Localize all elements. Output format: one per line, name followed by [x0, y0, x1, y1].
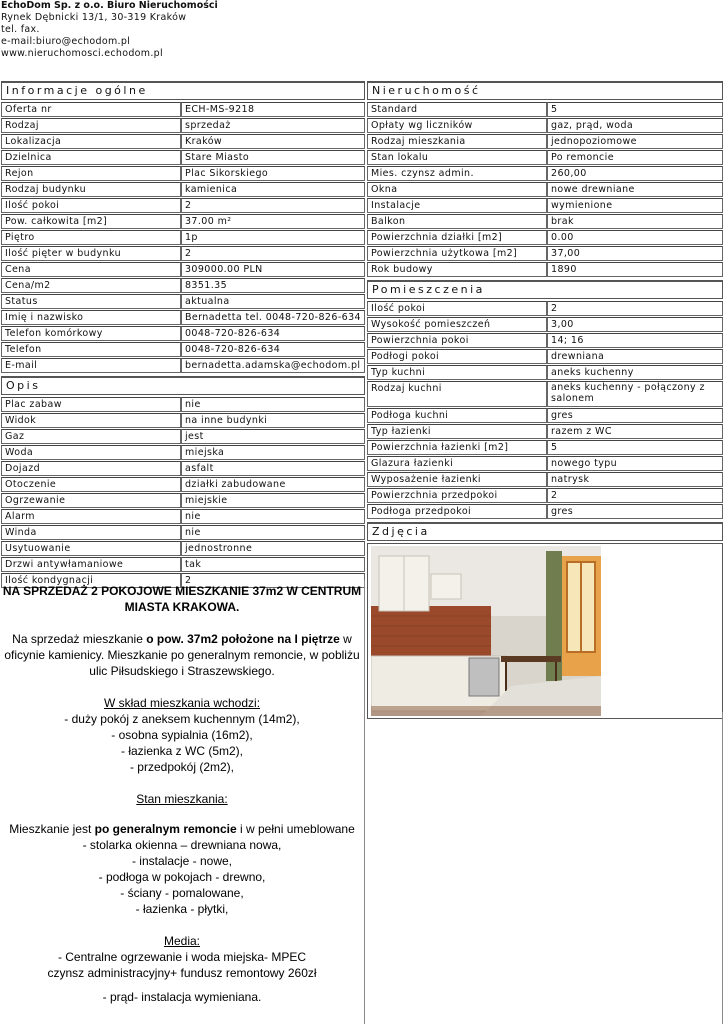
field-label: Woda — [1, 445, 181, 460]
field-value: kamienica — [181, 182, 365, 197]
field-value: Plac Sikorskiego — [181, 166, 365, 181]
field-label: Podłoga przedpokoi — [367, 504, 547, 519]
table-row — [1, 166, 365, 181]
list-item: - duży pokój z aneksem kuchennym (14m2), — [64, 712, 300, 726]
field-label: Imię i nazwisko — [1, 310, 181, 325]
field-label: Rodzaj kuchni — [367, 381, 547, 407]
list-item: - Centralne ogrzewanie i woda miejska- MPEC — [57, 950, 307, 964]
table-row — [367, 333, 723, 348]
list-item: - osobna sypialnia (16m2), — [111, 728, 253, 742]
field-label: Balkon — [367, 214, 547, 229]
table-row — [367, 230, 723, 245]
field-value: działki zabudowane — [181, 477, 365, 492]
field-value: miejska — [181, 445, 365, 460]
list-item: - łazienka z WC (5m2), — [120, 744, 244, 758]
field-value: brak — [547, 214, 723, 229]
field-label: Wyposażenie łazienki — [367, 472, 547, 487]
intro-paragraph: Na sprzedaż mieszkanie o pow. 37m2 położone na I piętrze w oficynie kamienicy. Mieszkanie po generalnym remoncie, w pobliżu ulic Piłsudskiego i Straszewskiego. — [4, 632, 360, 678]
table-row — [367, 504, 723, 519]
table-row — [1, 278, 365, 293]
field-label: Rodzaj budynku — [1, 182, 181, 197]
list-item: - stolarka okienna – drewniana nowa, — [82, 838, 282, 852]
field-label: Stan lokalu — [367, 150, 547, 165]
field-label: Powierzchnia użytkowa [m2] — [367, 246, 547, 261]
field-value: asfalt — [181, 461, 365, 476]
right-border-line — [722, 712, 723, 1024]
field-label: Instalacje — [367, 198, 547, 213]
field-value: aneks kuchenny — [547, 365, 723, 380]
field-value: jednopoziomowe — [547, 134, 723, 149]
field-label: Podłogi pokoi — [367, 349, 547, 364]
field-label: Rejon — [1, 166, 181, 181]
table-row — [367, 262, 723, 277]
table-row — [367, 365, 723, 380]
company-name: EchoDom Sp. z o.o. Biuro Nieruchomości — [1, 0, 218, 11]
section-title-nieruchomosc: Nieruchomość — [367, 81, 723, 100]
field-value: bernadetta.adamska@echodom.pl — [181, 358, 365, 373]
table-row — [367, 198, 723, 213]
field-label: Cena — [1, 262, 181, 277]
section-title-pomieszczenia: Pomieszczenia — [367, 280, 723, 299]
field-value: gaz, prąd, woda — [547, 118, 723, 133]
field-label: Usytuowanie — [1, 541, 181, 556]
media-list — [2, 949, 362, 981]
offer-description — [2, 583, 362, 1005]
table-row — [1, 230, 365, 245]
field-label: Typ kuchni — [367, 365, 547, 380]
field-label: Powierzchnia przedpokoi — [367, 488, 547, 503]
composition-title: W skład mieszkania wchodzi: — [103, 696, 261, 710]
field-label: Winda — [1, 525, 181, 540]
field-label: Gaz — [1, 429, 181, 444]
field-value: 14; 16 — [547, 333, 723, 348]
table-row — [367, 246, 723, 261]
field-value: aktualna — [181, 294, 365, 309]
condition-list — [2, 837, 362, 917]
field-value: 3,00 — [547, 317, 723, 332]
media-title: Media: — [163, 934, 201, 948]
field-value: sprzedaż — [181, 118, 365, 133]
field-value: 8351.35 — [181, 278, 365, 293]
photo-gallery — [367, 543, 723, 719]
field-value: na inne budynki — [181, 413, 365, 428]
list-item: - łazienka - płytki, — [135, 902, 229, 916]
table-row — [1, 413, 365, 428]
field-value: 0048-720-826-634 — [181, 342, 365, 357]
section-title-opis: Opis — [1, 376, 365, 395]
table-row — [1, 310, 365, 325]
agency-header — [1, 0, 218, 60]
field-label: Powierzchnia działki [m2] — [367, 230, 547, 245]
field-value: gres — [547, 408, 723, 423]
media-last-item: - prąd- instalacja wymieniana. — [102, 990, 262, 1004]
table-row — [1, 294, 365, 309]
table-row — [367, 456, 723, 471]
field-label: Telefon — [1, 342, 181, 357]
field-label: Ilość kondygnacji — [1, 573, 181, 588]
table-row — [1, 477, 365, 492]
table-row — [367, 301, 723, 316]
field-value: jednostronne — [181, 541, 365, 556]
table-row — [367, 182, 723, 197]
field-value: gres — [547, 504, 723, 519]
company-website: www.nieruchomosci.echodom.pl — [1, 48, 163, 59]
condition-title: Stan mieszkania: — [136, 792, 228, 806]
list-item: - instalacje - nowe, — [131, 854, 233, 868]
field-label: Status — [1, 294, 181, 309]
table-row — [1, 342, 365, 357]
condition-paragraph: Mieszkanie jest po generalnym remoncie i w pełni umeblowane — [9, 822, 355, 836]
field-label: Typ łazienki — [367, 424, 547, 439]
table-row — [1, 214, 365, 229]
field-value: Stare Miasto — [181, 150, 365, 165]
table-row — [367, 166, 723, 181]
list-item: - przedpokój (2m2), — [129, 760, 235, 774]
field-value: tak — [181, 557, 365, 572]
opis-table — [1, 396, 365, 589]
field-label: Podłoga kuchni — [367, 408, 547, 423]
field-label: Powierzchnia pokoi — [367, 333, 547, 348]
table-row — [1, 118, 365, 133]
nieruchomosc-table — [367, 101, 723, 278]
table-row — [1, 134, 365, 149]
table-row — [367, 381, 723, 407]
field-value: 2 — [181, 573, 365, 588]
field-label: Glazura łazienki — [367, 456, 547, 471]
apartment-photo[interactable] — [371, 546, 601, 716]
table-row — [367, 150, 723, 165]
table-row — [367, 118, 723, 133]
offer-headline: NA SPRZEDAŻ 2 POKOJOWE MIESZKANIE 37m2 W CENTRUM MIASTA KRAKOWA. — [2, 584, 362, 614]
field-label: Ogrzewanie — [1, 493, 181, 508]
table-row — [1, 493, 365, 508]
field-value: Kraków — [181, 134, 365, 149]
table-row — [1, 182, 365, 197]
field-value: 1890 — [547, 262, 723, 277]
field-label: Oferta nr — [1, 102, 181, 117]
field-value: 0.00 — [547, 230, 723, 245]
field-value: aneks kuchenny - połączony z salonem — [547, 381, 723, 407]
field-value: drewniana — [547, 349, 723, 364]
table-row — [1, 461, 365, 476]
field-value: ECH-MS-9218 — [181, 102, 365, 117]
field-value: nie — [181, 397, 365, 412]
table-row — [367, 408, 723, 423]
field-label: Ilość pokoi — [367, 301, 547, 316]
field-label: Standard — [367, 102, 547, 117]
field-value: nie — [181, 509, 365, 524]
field-label: Wysokość pomieszczeń — [367, 317, 547, 332]
field-label: Rodzaj mieszkania — [367, 134, 547, 149]
table-row — [367, 134, 723, 149]
field-value: razem z WC — [547, 424, 723, 439]
field-value: nowe drewniane — [547, 182, 723, 197]
field-label: Otoczenie — [1, 477, 181, 492]
company-fax: tel. fax. — [1, 24, 40, 35]
table-row — [1, 445, 365, 460]
table-row — [367, 214, 723, 229]
field-label: Widok — [1, 413, 181, 428]
field-label: Lokalizacja — [1, 134, 181, 149]
table-row — [367, 349, 723, 364]
column-divider — [364, 580, 365, 1024]
table-row — [367, 317, 723, 332]
left-column — [1, 79, 365, 589]
company-address: Rynek Dębnicki 13/1, 30-319 Kraków — [1, 12, 187, 23]
field-label: Dzielnica — [1, 150, 181, 165]
company-email: e-mail:biuro@echodom.pl — [1, 36, 131, 47]
field-value: Bernadetta tel. 0048-720-826-634 — [181, 310, 365, 325]
field-label: E-mail — [1, 358, 181, 373]
table-row — [1, 102, 365, 117]
table-row — [367, 472, 723, 487]
field-value: 2 — [547, 301, 723, 316]
field-value: jest — [181, 429, 365, 444]
table-row — [1, 557, 365, 572]
table-row — [1, 262, 365, 277]
field-value: 37.00 m² — [181, 214, 365, 229]
field-label: Okna — [367, 182, 547, 197]
table-row — [1, 198, 365, 213]
table-row — [367, 424, 723, 439]
table-row — [1, 150, 365, 165]
table-row — [1, 541, 365, 556]
table-row — [367, 440, 723, 455]
pomieszczenia-table — [367, 300, 723, 520]
field-value: 2 — [181, 198, 365, 213]
field-label: Rodzaj — [1, 118, 181, 133]
field-value: 2 — [547, 488, 723, 503]
field-value: 260,00 — [547, 166, 723, 181]
field-value: miejskie — [181, 493, 365, 508]
table-row — [1, 429, 365, 444]
field-label: Opłaty wg liczników — [367, 118, 547, 133]
field-label: Ilość pięter w budynku — [1, 246, 181, 261]
field-label: Dojazd — [1, 461, 181, 476]
table-row — [1, 246, 365, 261]
section-title-zdjecia: Zdjęcia — [367, 522, 723, 541]
list-item: - ściany - pomalowane, — [120, 886, 244, 900]
field-label: Cena/m2 — [1, 278, 181, 293]
right-column — [367, 79, 723, 719]
field-value: wymienione — [547, 198, 723, 213]
field-label: Powierzchnia łazienki [m2] — [367, 440, 547, 455]
field-value: nie — [181, 525, 365, 540]
field-label: Plac zabaw — [1, 397, 181, 412]
list-item: - podłoga w pokojach - drewno, — [98, 870, 266, 884]
field-value: 0048-720-826-634 — [181, 326, 365, 341]
field-value: 5 — [547, 440, 723, 455]
section-title-info: Informacje ogólne — [1, 81, 365, 100]
table-row — [1, 509, 365, 524]
field-label: Piętro — [1, 230, 181, 245]
field-label: Ilość pokoi — [1, 198, 181, 213]
table-row — [1, 397, 365, 412]
field-label: Alarm — [1, 509, 181, 524]
field-value: 1p — [181, 230, 365, 245]
table-row — [1, 525, 365, 540]
field-value: nowego typu — [547, 456, 723, 471]
field-value: 37,00 — [547, 246, 723, 261]
field-label: Mies. czynsz admin. — [367, 166, 547, 181]
info-table — [1, 101, 365, 374]
table-row — [1, 358, 365, 373]
field-label: Telefon komórkowy — [1, 326, 181, 341]
field-label: Drzwi antywłamaniowe — [1, 557, 181, 572]
field-value: 5 — [547, 102, 723, 117]
field-value: natrysk — [547, 472, 723, 487]
field-label: Pow. całkowita [m2] — [1, 214, 181, 229]
field-value: Po remoncie — [547, 150, 723, 165]
table-row — [367, 102, 723, 117]
table-row — [367, 488, 723, 503]
list-item: czynsz administracyjny+ fundusz remontowy 260zł — [47, 966, 317, 980]
field-value: 2 — [181, 246, 365, 261]
table-row — [1, 326, 365, 341]
field-label: Rok budowy — [367, 262, 547, 277]
composition-list — [2, 711, 362, 775]
field-value: 309000.00 PLN — [181, 262, 365, 277]
